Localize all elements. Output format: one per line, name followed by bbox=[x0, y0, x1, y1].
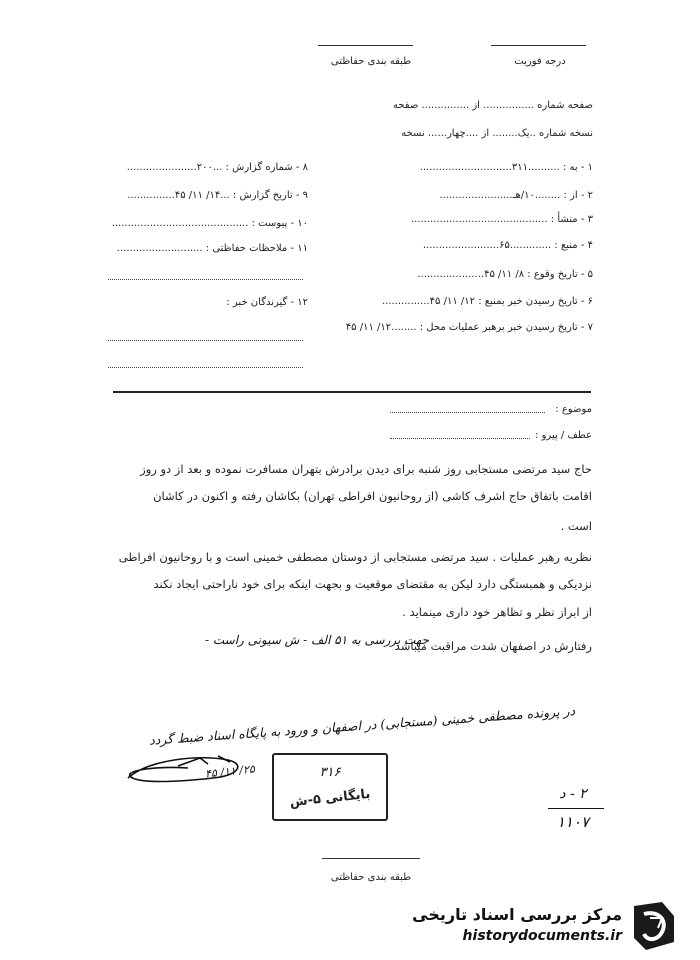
from-field: ۲ - از : ........۱۰/هـ....................... bbox=[439, 190, 593, 201]
source-field: ۳ - منشأ : ........................................... bbox=[410, 214, 593, 225]
report-date-field: ۹ - تاریخ گزارش : ...۱۴/ ۱۱/ ۴۵............... bbox=[127, 190, 308, 201]
margin-code-bottom: ۱۱۰۷ bbox=[556, 813, 590, 831]
handwritten-note: در پرونده مصطفی خمینی (مستجابی) در اصفهان و ورود به پایگاه اسناد ضبط گردد bbox=[148, 703, 576, 748]
body-line-2: اقامت باتفاق حاج اشرف کاشی (از روحانیون افراطی تهران) بکاشان رفته و اکنون در کاشان bbox=[153, 489, 592, 503]
page-number-field: صفحه شماره ................ از ............... صفحه bbox=[392, 100, 593, 111]
body-line-1: حاج سید مرتضی مستجابی روز شنبه برای دیدن برادرش بتهران مسافرت نموده و بعد از دو روز bbox=[140, 462, 592, 476]
event-date-field: ۵ - تاریخ وقوع : ۸/ ۱۱/ ۴۵..................... bbox=[417, 269, 593, 280]
attachment-field: ۱۰ - پیوست : ........................................... bbox=[111, 218, 308, 229]
handwritten-inline-note: جهت بررسی به ۵۱ الف - ش سیونی راست - bbox=[205, 633, 429, 647]
body-line-5: نزدیکی و همبستگی دارد لیکن به مقتضای موقعیت و بجهت اینکه برای خود ناراحتی ایجاد نکند bbox=[153, 577, 592, 591]
recipients-field: ۱۲ - گیرندگان خبر : bbox=[226, 297, 308, 308]
body-line-4: نظریه رهبر عملیات . سید مرتضی مستجابی از دوستان مصطفی خمینی است و با روحانیون افراطی bbox=[118, 550, 592, 564]
archive-stamp bbox=[272, 753, 388, 821]
body-line-7: رفتارش در اصفهان شدت مراقبت میباشد bbox=[394, 639, 592, 653]
news-received-date-field: ۶ - تاریخ رسیدن خبر بمنبع : ۱۲/ ۱۱/ ۴۵............... bbox=[381, 296, 593, 307]
stamp-number: ۳۱۶ bbox=[319, 765, 341, 780]
body-line-6: از ابراز نظر و تظاهر خود داری مینماید . bbox=[402, 605, 592, 619]
handwritten-date: ۲۵/ ۱۱/ ۴۵ bbox=[204, 762, 256, 781]
priority-label: درجه فوریت bbox=[514, 56, 566, 67]
footer-classification-label: طبقه بندی حفاظتی bbox=[330, 872, 412, 883]
informant-field: ۴ - منبع : .............۶۵........................ bbox=[422, 240, 593, 251]
watermark-site-name: مرکز بررسی اسناد تاریخی bbox=[412, 905, 622, 924]
margin-code-top: ۲ - د bbox=[559, 786, 587, 802]
watermark-url: historydocuments.ir bbox=[462, 928, 622, 944]
protection-notes-field: ۱۱ - ملاحظات حفاظتی : ........................... bbox=[116, 243, 308, 254]
copy-number-field: نسخه شماره ..یک........ از ....چهار...... نسخه bbox=[401, 128, 593, 139]
classification-label: طبقه بندی حفاظتی bbox=[330, 56, 412, 67]
follow-label: عطف / پیرو : bbox=[535, 430, 592, 441]
watermark-logo-icon bbox=[628, 898, 680, 954]
body-line-3: است . bbox=[560, 519, 592, 533]
stamp-text: بایگانی ۵-ش bbox=[288, 786, 372, 811]
arrival-date-field: ۷ - تاریخ رسیدن خبر برهبر عملیات محل : ........۱۲/ ۱۱/ ۴۵ bbox=[345, 322, 593, 333]
to-field: ۱ - به : ..........۳۱۱............................. bbox=[419, 162, 593, 173]
report-number-field: ۸ - شماره گزارش : ...۲۰۰...................... bbox=[126, 162, 308, 173]
subject-label: موضوع : bbox=[555, 404, 592, 415]
